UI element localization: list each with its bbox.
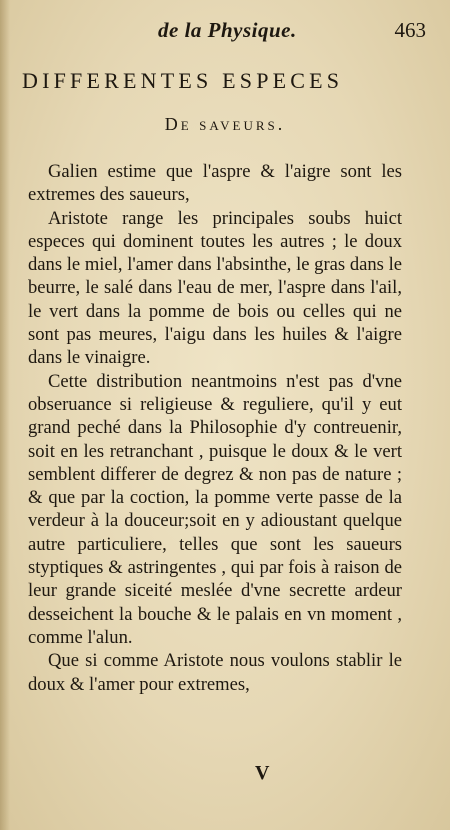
paragraph-galien: Galien estime que l'aspre & l'aigre sont les extremes des saueurs, xyxy=(28,161,402,206)
paragraph-distribution: Cette distribution neantmoins n'est pas d'vne obseruance si religieuse & reguliere, qu'il y eut grand peché dans la Philosophie d'y contreuenir, soit en les retranchant , puisque le doux & le vert semblent differer de degrez & non pas de nature ; & que par la coction, la pomme verte passe de la verdeur à la douceur;soit en y adioustant quelque autre particuliere, telles que sont les saueurs styptiques & astringentes , qui par fois à raison de leur grande siceité meslée d'vne secrette ardeur desseichent la bouche & le palais en vn moment , comme l'alun. xyxy=(28,370,402,648)
page-number: 463 xyxy=(394,18,426,42)
running-head: de la Physique. xyxy=(158,18,297,42)
page-header xyxy=(0,18,450,52)
section-title: DIFFERENTES ESPECES xyxy=(22,68,344,93)
body-text xyxy=(28,160,402,696)
section-subtitle: De saveurs. xyxy=(164,114,286,134)
catchword: V xyxy=(255,762,270,784)
paragraph-aristote: Aristote range les principales soubs huict especes qui dominent toutes les autres ; le doux dans le miel, l'amer dans l'absinthe, le gras dans le beurre, le salé dans l'eau de mer, l'aspre dans l'ail, le vert dans la pomme de bois ou celles qui ne sont pas meures, l'aigu dans les huiles & l'aigre dans le vinaigre. xyxy=(28,207,402,369)
paragraph-conclusion: Que si comme Aristote nous voulons stablir le doux & l'amer pour extremes, xyxy=(28,650,402,695)
